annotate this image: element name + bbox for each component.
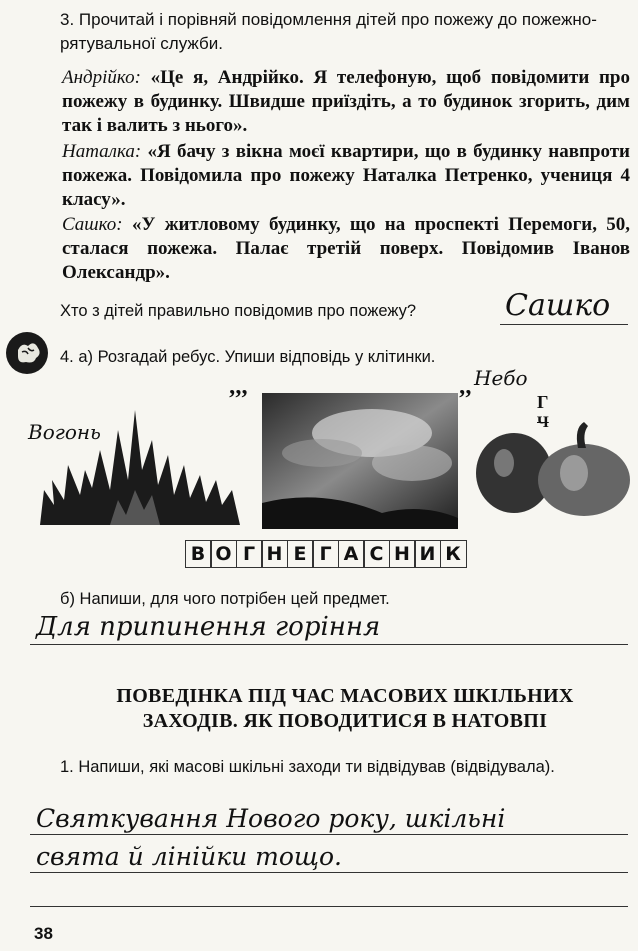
task4-b-label: б) Напиши, для чого потрібен цей предмет.: [60, 590, 390, 608]
answer-cell[interactable]: О: [210, 540, 237, 568]
page-number: 38: [34, 924, 53, 943]
task3-answer[interactable]: Сашко: [505, 288, 611, 323]
task1-line-2: [30, 872, 628, 873]
answer-cell[interactable]: Н: [389, 540, 416, 568]
message-natalka-text: «Я бачу з вікна моєї квартири, що в будинку навпроти пожежа. Повідомила про пожежу Наталка Петренко, учениця 4 класу».: [62, 141, 630, 210]
rebus-letter-ch: Ч: [537, 414, 549, 431]
task1-answer-line2[interactable]: свята й лінійки тощо.: [36, 842, 342, 871]
speaker-andriyko: Андрійко:: [62, 67, 141, 88]
rebus-letter-g: Г: [537, 392, 549, 412]
answer-cell[interactable]: И: [414, 540, 441, 568]
message-sashko: [62, 213, 630, 285]
speaker-sashko: Сашко:: [62, 214, 123, 235]
section-heading-line2: ЗАХОДІВ. ЯК ПОВОДИТИСЯ В НАТОВПІ: [142, 710, 548, 732]
rebus-quote-left: ’’’: [228, 386, 249, 412]
task4-b-answer[interactable]: Для припинення горіння: [36, 612, 381, 642]
answer-cell[interactable]: Н: [261, 540, 288, 568]
speaker-natalka: Наталка:: [62, 141, 142, 162]
rebus-quote-right: ’’: [458, 386, 473, 412]
task1-line-3: [30, 906, 628, 907]
pumpkin-image: [474, 418, 632, 518]
task4-a-label: 4. а) Розгадай ребус. Упиши відповідь у клітинки.: [60, 348, 436, 366]
sky-image: [262, 393, 458, 529]
answer-cell[interactable]: Г: [312, 540, 339, 568]
task3-question: Хто з дітей правильно повідомив про пожежу?: [60, 302, 417, 320]
answer-cell[interactable]: Е: [287, 540, 314, 568]
rebus-word-fire: Вогонь: [28, 420, 101, 444]
task1-answer-line1[interactable]: Святкування Нового року, шкільні: [36, 804, 506, 833]
brain-icon: [4, 330, 50, 376]
answer-cell[interactable]: С: [363, 540, 390, 568]
rebus-word-sky: Небо: [474, 366, 528, 390]
task3-title: 3. Прочитай і порівняй повідомлення дітей про пожежу до пожежно-рятувальної служби.: [60, 10, 597, 53]
message-andriyko: [62, 66, 630, 138]
task1-line-1: [30, 834, 628, 835]
fire-image: [40, 410, 240, 525]
task3-answer-line: [500, 324, 628, 325]
answer-cell[interactable]: К: [440, 540, 467, 568]
rebus-answer-grid: [186, 540, 467, 568]
answer-cell[interactable]: Г: [236, 540, 263, 568]
task1-label: 1. Напиши, які масові шкільні заходи ти відвідував (відвідувала).: [60, 758, 555, 776]
message-natalka: [62, 140, 630, 212]
message-andriyko-text: «Це я, Андрійко. Я телефоную, щоб повідомити про пожежу в будинку. Швидше приїздіть, а то будинок згорить, дим так і валить з нього».: [62, 67, 630, 136]
answer-cell[interactable]: А: [338, 540, 365, 568]
section-heading-line1: ПОВЕДІНКА ПІД ЧАС МАСОВИХ ШКІЛЬНИХ: [116, 685, 574, 707]
answer-cell[interactable]: В: [185, 540, 212, 568]
message-sashko-text: «У житловому будинку, що на проспекті Перемоги, 50, сталася пожежа. Палає третій поверх. Повідомив Іванов Олександр».: [62, 214, 630, 283]
task4-b-answer-line: [30, 644, 628, 645]
